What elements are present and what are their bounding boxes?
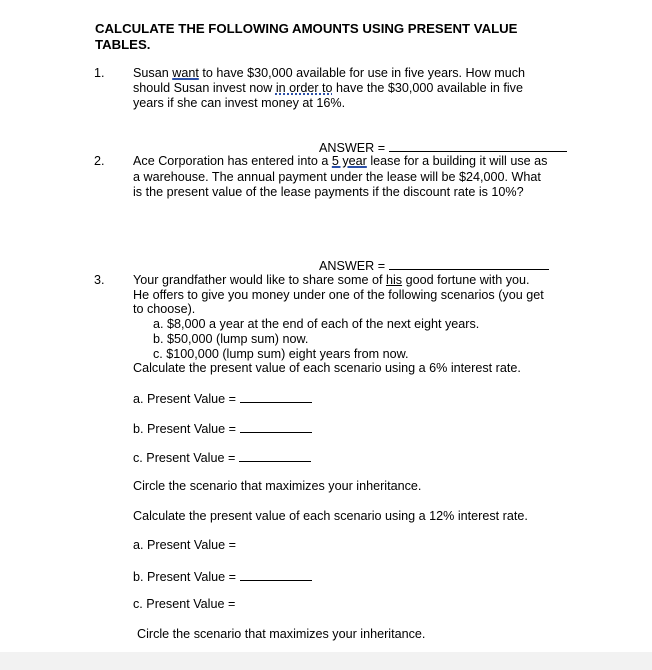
q2-answer	[319, 257, 549, 273]
circle-instruction-2: Circle the scenario that maximizes your inheritance.	[137, 627, 426, 641]
q1-line-2	[133, 81, 523, 95]
q1-line-2a: should Susan invest now	[133, 81, 276, 95]
pv6-b-blank[interactable]	[240, 420, 312, 433]
title-line-1: CALCULATE THE FOLLOWING AMOUNTS USING PRESENT VALUE	[95, 21, 518, 36]
pv12-a-label: a. Present Value =	[133, 538, 237, 552]
q1-answer-label: ANSWER =	[319, 141, 386, 155]
q2-line-1a: Ace Corporation has entered into a	[133, 154, 332, 168]
circle-instruction-1: Circle the scenario that maximizes your inheritance.	[133, 479, 422, 493]
q1-line-2c: have the $30,000 available in five	[332, 81, 523, 95]
q3-line-1a: Your grandfather would like to share some of	[133, 273, 386, 287]
pv6-c-blank[interactable]	[239, 449, 311, 462]
calc-12-instruction: Calculate the present value of each scenario using a 12% interest rate.	[133, 509, 528, 523]
q3-line-3: to choose).	[133, 302, 196, 316]
pv6-a	[133, 390, 312, 406]
q3-line-2: He offers to give you money under one of the following scenarios (you get	[133, 288, 544, 302]
q1-line-1a: Susan	[133, 66, 173, 80]
scenario-c: c. $100,000 (lump sum) eight years from now.	[153, 347, 409, 361]
q3-underlined-word: his	[385, 273, 403, 287]
q2-grammar-word: 5 year	[331, 154, 367, 168]
pv6-a-blank[interactable]	[240, 390, 312, 403]
pv12-b-label: b. Present Value =	[133, 570, 237, 584]
title-line-2: TABLES.	[95, 37, 151, 52]
q1-answer-blank[interactable]	[389, 139, 567, 152]
q1-line-3: years if she can invest money at 16%.	[133, 96, 346, 110]
scenario-b: b. $50,000 (lump sum) now.	[153, 332, 309, 346]
q2-answer-blank[interactable]	[389, 257, 549, 270]
pv12-c-label: c. Present Value =	[133, 597, 236, 611]
q2-number: 2.	[94, 154, 105, 168]
q1-number: 1.	[94, 66, 105, 80]
q2-line-3: is the present value of the lease payments if the discount rate is 10%?	[133, 185, 524, 199]
q1-answer	[319, 139, 567, 155]
q2-line-2: a warehouse. The annual payment under the lease will be $24,000. What	[133, 170, 541, 184]
q1-line-1	[133, 66, 525, 80]
q2-line-1c: lease for a building it will use as	[366, 154, 548, 168]
q2-answer-label: ANSWER =	[319, 259, 386, 273]
pv12-c	[133, 597, 235, 611]
q3-line-1	[133, 273, 530, 287]
pv12-b	[133, 568, 312, 584]
q1-grammar-word: want	[172, 66, 199, 80]
pv6-a-label: a. Present Value =	[133, 392, 237, 406]
calc-6-instruction: Calculate the present value of each scenario using a 6% interest rate.	[133, 361, 521, 375]
q3-line-1c: good fortune with you.	[402, 273, 530, 287]
q2-line-1	[133, 154, 547, 168]
pv6-b	[133, 420, 312, 436]
pv6-b-label: b. Present Value =	[133, 422, 237, 436]
q1-style-phrase: in order to	[275, 81, 333, 95]
scenario-a: a. $8,000 a year at the end of each of the next eight years.	[153, 317, 480, 331]
pv6-c-label: c. Present Value =	[133, 451, 236, 465]
pv12-a	[133, 538, 236, 552]
q3-number: 3.	[94, 273, 105, 287]
pv6-c	[133, 449, 311, 465]
pv12-b-blank[interactable]	[240, 568, 312, 581]
q1-line-1c: to have $30,000 available for use in five years. How much	[198, 66, 526, 80]
